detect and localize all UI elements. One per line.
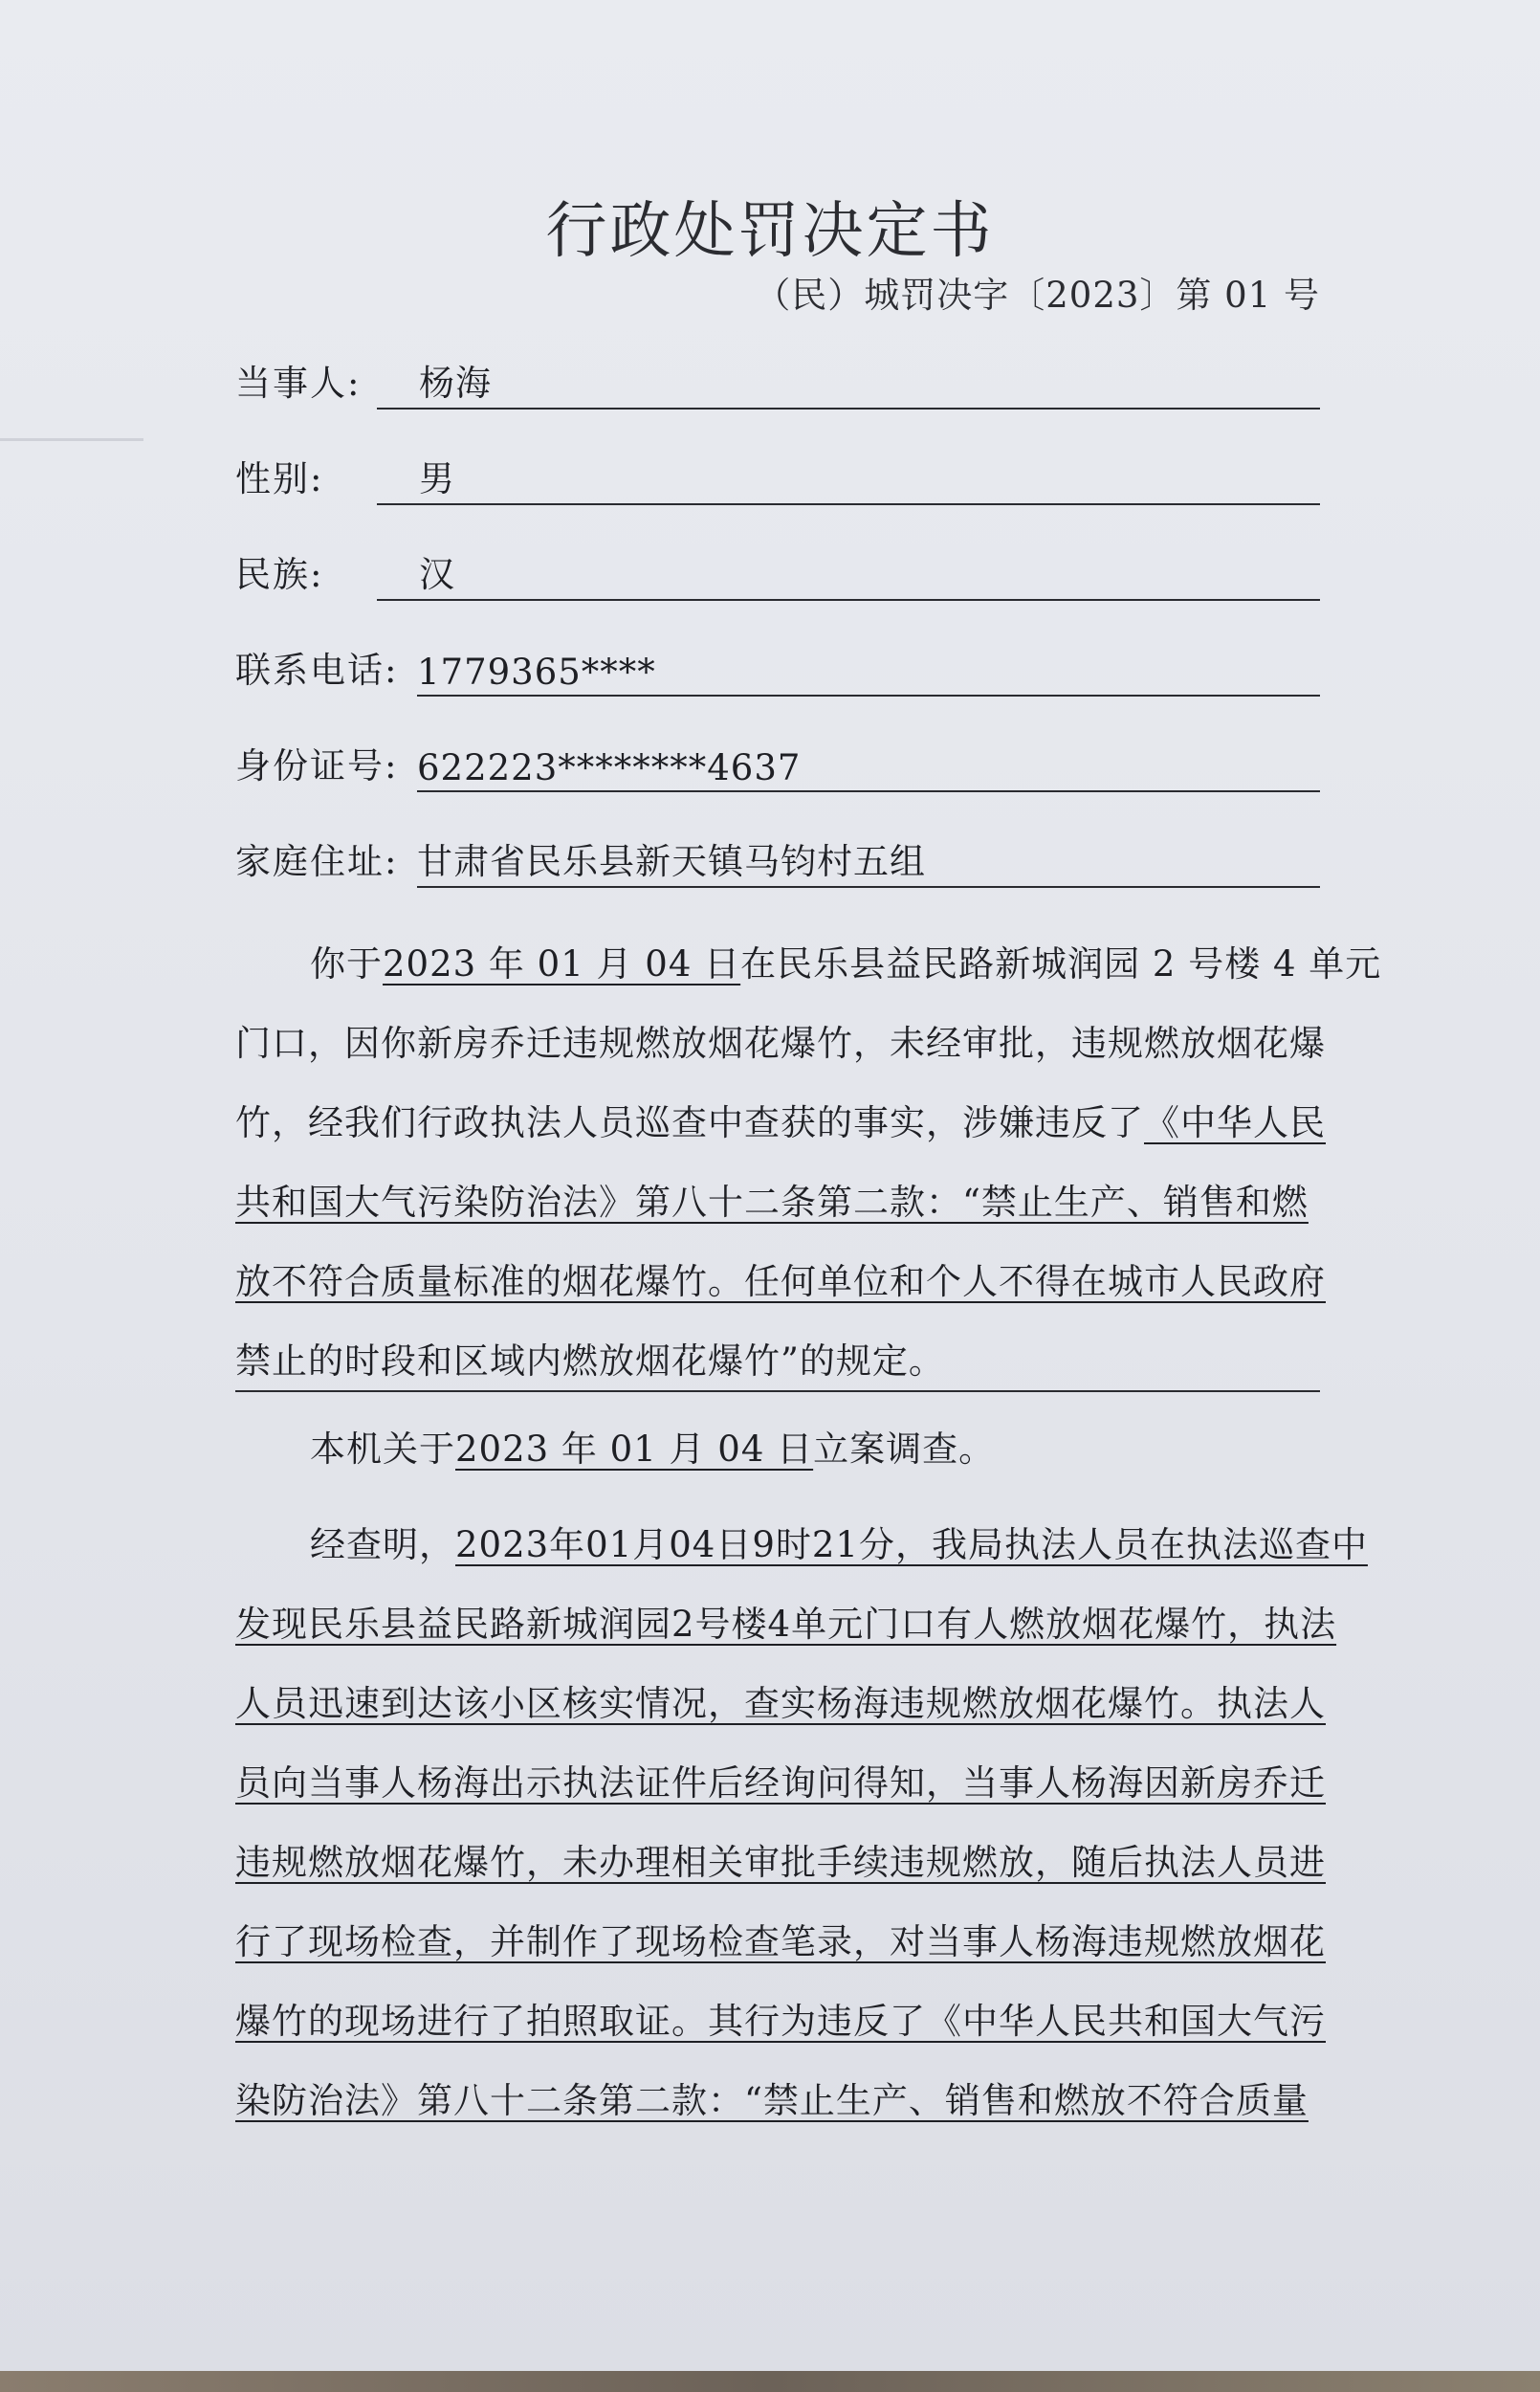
field-id-number [235, 739, 1320, 796]
text-line: 违规燃放烟花爆竹，未办理相关审批手续违规燃放，随后执法人员进 [235, 1842, 1326, 1883]
paragraph-investigation [235, 1505, 1368, 2140]
text-line: 员向当事人杨海出示执法证件后经询问得知，当事人杨海因新房乔迁 [235, 1762, 1326, 1804]
field-value: 男 [419, 458, 455, 499]
text-line: 爆竹的现场进行了拍照取证。其行为违反了《中华人民共和国大气污 [235, 2001, 1326, 2042]
field-party [235, 356, 1320, 413]
text-line: 本机关于2023 年 01 月 04 日立案调查。 [310, 1429, 996, 1470]
date-underlined: 2023 年 01 月 04 日 [383, 943, 741, 985]
field-label: 民族: [235, 554, 324, 595]
field-underline [417, 790, 1320, 792]
text-line: 门口，因你新房乔迁违规燃放烟花爆竹，未经审批，违规燃放烟花爆 [235, 1023, 1326, 1064]
paragraph-facts [235, 924, 1382, 1392]
field-ethnicity [235, 547, 1320, 605]
text-line: 竹，经我们行政执法人员巡查中查获的事实，涉嫌违反了《中华人民 [235, 1102, 1326, 1143]
text-line: 染防治法》第八十二条第二款：“禁止生产、销售和燃放不符合质量 [235, 2080, 1309, 2121]
table-surface-edge [0, 2371, 1540, 2392]
text-line: 行了现场检查，并制作了现场检查笔录，对当事人杨海违规燃放烟花 [235, 1921, 1326, 1962]
field-label: 家庭住址: [235, 841, 399, 882]
field-underline [377, 408, 1320, 410]
field-underline [377, 599, 1320, 601]
field-phone [235, 643, 1320, 700]
document-number: （民）城罚决字〔2023〕第 01 号 [755, 275, 1320, 316]
field-label: 当事人: [235, 363, 362, 404]
field-underline [377, 503, 1320, 505]
text-line: 发现民乐县益民路新城润园2号楼4单元门口有人燃放烟花爆竹，执法 [235, 1604, 1337, 1645]
law-citation-underlined: 《中华人民 [1144, 1102, 1326, 1143]
text-line: 禁止的时段和区域内燃放烟花爆竹”的规定。 [235, 1321, 1320, 1392]
field-value: 622223********4637 [417, 747, 802, 788]
text-line: 放不符合质量标准的烟花爆竹。任何单位和个人不得在城市人民政府 [235, 1261, 1326, 1302]
text-line: 你于2023 年 01 月 04 日在民乐县益民路新城润园 2 号楼 4 单元 [310, 943, 1382, 985]
text-line: 共和国大气污染防治法》第八十二条第二款：“禁止生产、销售和燃 [235, 1182, 1309, 1223]
text-line: 经查明，2023年01月04日9时21分，我局执法人员在执法巡查中 [310, 1524, 1368, 1565]
document-title: 行政处罚决定书 [545, 196, 995, 267]
paper-fold-mark [0, 438, 143, 441]
text-line: 人员迅速到达该小区核实情况，查实杨海违规燃放烟花爆竹。执法人 [235, 1683, 1326, 1724]
field-label: 联系电话: [235, 650, 399, 691]
field-value: 甘肃省民乐县新天镇马钧村五组 [417, 841, 926, 882]
field-gender [235, 452, 1320, 509]
field-label: 性别: [235, 458, 324, 499]
date-underlined: 2023 年 01 月 04 日 [455, 1429, 814, 1470]
paragraph-case-filed [235, 1409, 1320, 1489]
field-address [235, 834, 1320, 892]
field-label: 身份证号: [235, 745, 399, 786]
field-value: 杨海 [419, 363, 492, 404]
field-value: 1779365**** [417, 652, 656, 693]
field-underline [417, 695, 1320, 697]
field-underline [417, 886, 1320, 888]
field-value: 汉 [419, 554, 455, 595]
